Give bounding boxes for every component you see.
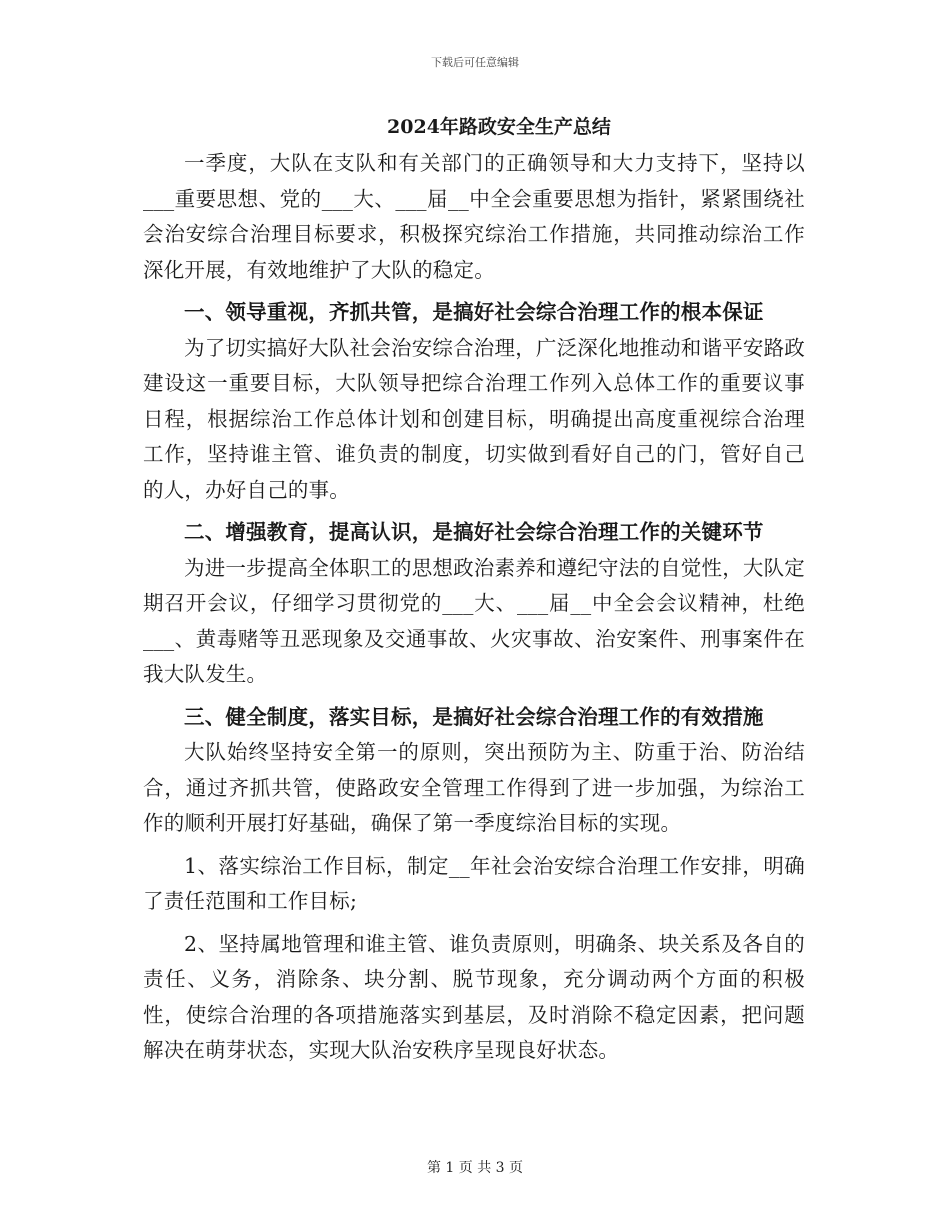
- header-note: 下载后可任意编辑: [431, 56, 519, 69]
- section-heading-1: 一、领导重视，齐抓共管，是搞好社会综合治理工作的根本保证: [184, 300, 764, 324]
- section-1-paragraph: 为了切实搞好大队社会治安综合治理，广泛深化地推动和谐平安路政建设这一重要目标，大队领导把综合治理工作列入总体工作的重要议事日程，根据综治工作总体计划和创建目标，明确提出高度重视综合治理工作，坚持谁主管、谁负责的制度，切实做到看好自己的门，管好自己的人，办好自己的事。: [143, 335, 805, 502]
- section-3-paragraph: 大队始终坚持安全第一的原则，突出预防为主、防重于治、防治结合，通过齐抓共管，使路政安全管理工作得到了进一步加强，为综治工作的顺利开展打好基础，确保了第一季度综治目标的实现。: [143, 740, 805, 835]
- section-2-paragraph: 为进一步提高全体职工的思想政治素养和遵纪守法的自觉性，大队定期召开会议，仔细学习贯彻党的___大、___届__中全会会议精神，杜绝___、黄毒赌等丑恶现象及交通事故、火灾事故、治安案件、刑事案件在我大队发生。: [143, 555, 805, 686]
- intro-paragraph: 一季度，大队在支队和有关部门的正确领导和大力支持下，坚持以___重要思想、党的___大、___届__中全会重要思想为指针，紧紧围绕社会治安综合治理目标要求，积极探究综治工作措施，共同推动综治工作深化开展，有效地维护了大队的稳定。: [143, 151, 805, 282]
- section-heading-2: 二、增强教育，提高认识，是搞好社会综合治理工作的关键环节: [184, 520, 764, 544]
- section-heading-3: 三、健全制度，落实目标，是搞好社会综合治理工作的有效措施: [184, 704, 764, 729]
- document-title: 2024年路政安全生产总结: [387, 116, 611, 138]
- document-body: [143, 112, 805, 1069]
- list-item-2: 2、坚持属地管理和谁主管、谁负责原则，明确条、块关系及各自的责任、义务，消除条、块分割、脱节现象，充分调动两个方面的积极性，使综合治理的各项措施落实到基层，及时消除不稳定因素，把问题解决在萌芽状态，实现大队治安秩序呈现良好状态。: [143, 931, 805, 1062]
- list-item-1: 1、落实综治工作目标，制定__年社会治安综合治理工作安排，明确了责任范围和工作目标;: [143, 853, 805, 913]
- page-number-footer: 第 1 页 共 3 页: [426, 1160, 524, 1176]
